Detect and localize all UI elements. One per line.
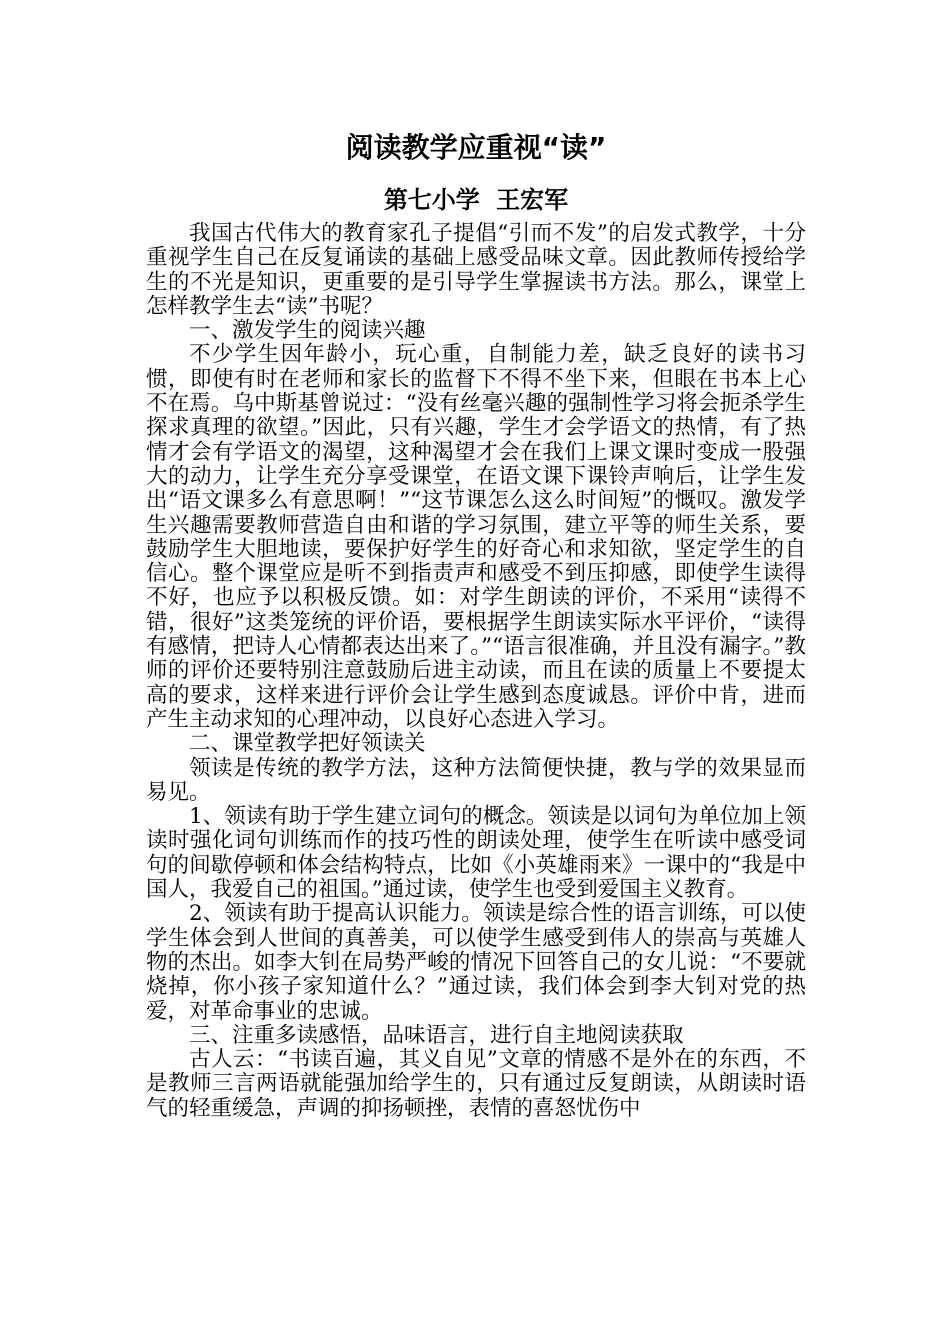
body-paragraph: 领读是传统的教学方法，这种方法简便快捷，教与学的效果显而易见。 [146, 755, 806, 805]
body-paragraph: 古人云：“书读百遍，其义自见”文章的情感不是外在的东西，不是教师三言两语就能强加给学生的，只有通过反复朗读，从朗读时语气的轻重缓急，声调的抑扬顿挫，表情的喜怒忧伤中 [146, 1047, 806, 1121]
section-heading: 三、注重多读感悟，品味语言，进行自主地阅读获取 [189, 1022, 684, 1048]
body-paragraph: 2、领读有助于提高认识能力。领读是综合性的语言训练，可以使学生体会到人世间的真善美，可以使学生感受到伟人的崇高与英雄人物的杰出。如李大钊在局势严峻的情况下回答自己的女儿说：“不要就烧掉，你小孩子家知道什么？”通过读，我们体会到李大钊对党的热爱，对革命事业的忠诚。 [146, 901, 806, 1024]
section-heading: 二、课堂教学把好领读关 [189, 731, 426, 757]
author-line: 第七小学 王宏军 [383, 186, 569, 214]
article-text [146, 222, 806, 1121]
body-paragraph: 我国古代伟大的教育家孔子提倡“引而不发”的启发式教学，十分重视学生自己在反复诵读的基础上感受品味文章。因此教师传授给学生的不光是知识，更重要的是引导学生掌握读书方法。那么，课堂上怎样教学生去“读”书呢？ [146, 221, 806, 319]
body-paragraph: 1、领读有助于学生建立词句的概念。领读是以词句为单位加上领读时强化词句训练而作的技巧性的朗读处理，使学生在听读中感受词句的间歇停顿和体会结构特点，比如《小英雄雨来》一课中的“我是中国人，我爱自己的祖国。”通过读，使学生也受到爱国主义教育。 [146, 804, 806, 903]
document-title: 阅读教学应重视“读” [345, 131, 607, 164]
body-paragraph: 不少学生因年龄小，玩心重，自制能力差，缺乏良好的读书习惯，即使有时在老师和家长的监督下不得不坐下来，但眼在书本上心不在焉。乌中斯基曾说过：“没有丝毫兴趣的强制性学习将会扼杀学生探求真理的欲望。”因此，只有兴趣，学生才会学语文的热情，有了热情才会有学语文的渴望，这种渴望才会在我们上课文课时变成一股强大的动力，让学生充分享受课堂，在语文课下课铃声响后，让学生发出“语文课多么有意思啊！”“这节课怎么这么时间短”的慨叹。激发学生兴趣需要教师营造自由和谐的学习氛围，建立平等的师生关系，要鼓励学生大胆地读，要保护好学生的好奇心和求知欲，坚定学生的自信心。整个课堂应是听不到指责声和感受不到压抑感，即使学生读得不好，也应予以积极反馈。如：对学生朗读的评价，不采用“读得不错，很好”这类笼统的评价语，要根据学生朗读实际水平评价，“读得有感情，把诗人心情都表达出来了。”“语言很准确，并且没有漏字。”教师的评价还要特别注意鼓励后进主动读，而且在读的质量上不要提太高的要求，这样来进行评价会让学生感到态度诚恳。评价中肯，进而产生主动求知的心理冲动，以良好心态进入学习。 [146, 342, 806, 732]
section-heading: 一、激发学生的阅读兴趣 [189, 318, 426, 344]
document-body [146, 128, 806, 1121]
